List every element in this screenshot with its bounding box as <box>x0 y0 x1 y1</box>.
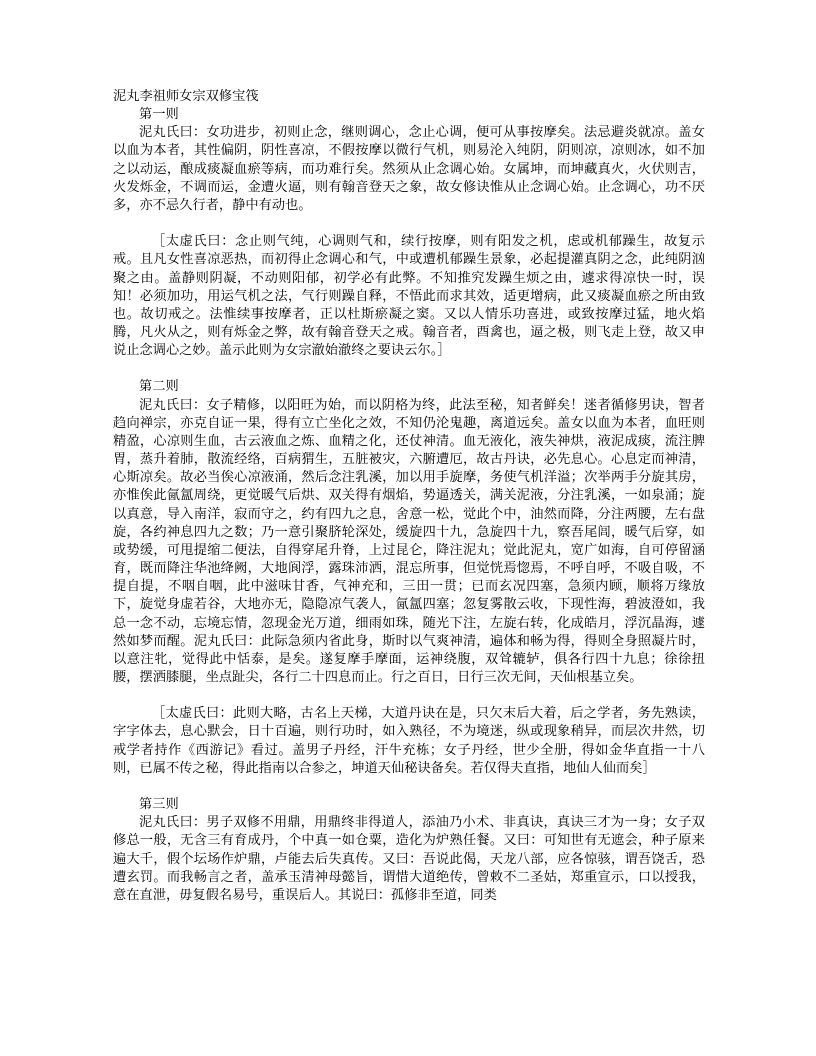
paragraph-2: 泥丸氏曰：女子精修，以阳旺为始，而以阴格为终，此法至秘，知者鲜矣！迷者循修男诀，智者趋向禅宗，亦克自证一果，得有立亡坐化之效，不知仍沦鬼趣，离道远矣。盖女以血为本者，血旺则精盈，心凉则生血，古云液血之炼、血精之化，还仗神清。血无液化，液失神烘，液泥成痰，流注脾胃，蒸升着肺，散流经络，百病猬生，五脏被灾，六腑遭厄，故古丹诀，必先息心。心息定而神清，心斯凉矣。故必当俟心凉液涌，然后念注乳溪，加以用手旋摩，务使气机洋溢；次举两手分旋其房，亦惟俟此氤氲周绕，更觉暖气后烘、双关得有烟焰，势逼透关，满关泥液，分注乳溪，一如泉涌；旋以真意，导入南洋，寂而守之，约有四九之息，舍意一松，觉此个中，油然而降，分注两腰，左右盘旋，各约神息四九之数；乃一意引聚脐轮深处，缓旋四十九，急旋四十九，察吾尾闾，暖气后穿，如或势缓，可甩提缩二便法，自得穿尾升脊，上过昆仑，降注泥丸；觉此泥丸，宽广如海，自可停留涵育，既而降注华池绛阙，大地阆浮，露珠沛洒，混忘所事，但觉恍焉惚焉，不呼自呼，不吸自吸，不提自提，不咽自咽，此中滋味甘香，气神充和，三田一贯；已而玄况四塞，急须内顾，顺将万缘放下，旋觉身虚若谷，大地亦无，隐隐凉气袭人，氤氲四塞；忽复雾散云收，下现性海，碧波澄如，我总一念不动，忘境忘情，忽现金光万道，细雨如珠，随光下注，左旋右转，化成皓月，浮沉晶海，遽然如梦而醒。泥丸氏曰：此际急须内省此身，斯时以气爽神清，遍体和畅为得，得则全身照凝片时，以意注牝，觉得此中恬泰，是矣。遂复摩手摩面，运神绕腹，双耸辘轳，俱各行四十九息；徐徐扭腰，摆洒膝腿，坐点趾尖，各行二十四息而止。行之百日，日行三次无间，天仙根基立矣。 <box>113 397 705 685</box>
commentary-paragraph-2: ［太虚氏曰：此则大略，古名上天梯，大道丹诀在是，只欠末后大着，后之学者，务先熟读，字字体去，息心默会，日十百遍，则行功时，如入熟径，不为境迷，纵或现象稍异，而层次井然，切戒学者持作《西游记》看过。盖男子丹经，汗牛充栋；女子丹经，世少全册，得如金华直指一十八则，已属不传之秘，得此指南以合参之，坤道天仙秘诀备矣。若仅得夫直指，地仙人仙而矣］ <box>113 706 705 776</box>
paragraph-gap-2 <box>113 360 705 378</box>
paragraph-1: 泥丸氏曰：女功进步，初则止念，继则调心，念止心调，便可从事按摩矣。法忌避炎就凉。盖女以血为本者，其性偏阴，阴性喜凉，不假按摩以微行气机，则易沦入纯阴，阴则凉，凉则冰，如不加之以动运，酿成痰凝血瘀等病，而功难行矣。然须从止念调心始。女属坤，而坤藏真火，火伏则吉，火发烁金，不调而运，金遭火逼，则有翰音登天之象，故女修诀惟从止念调心始。止念调心，功不厌多，亦不忌久行者，静中有动也。 <box>113 125 705 213</box>
paragraph-gap-1 <box>113 215 705 233</box>
document-body <box>113 88 705 905</box>
section-heading-2: 第二则 <box>139 379 179 395</box>
paragraph-3: 泥丸氏曰：男子双修不用鼎，用鼎终非得道人，添油乃小术、非真诀，真诀三才为一身；女子双修总一般，无含三有育成丹，个中真一如仓粟，造化为炉熟任餐。又曰：可知世有无遮会，种子原来遍大千，假个坛场作炉鼎，卢能去后失真传。又曰：吾说此偈，天龙八部，应各惊骇，谓吾饶舌，恐遭玄罚。而我畅言之者，盖承玉清神母懿旨，谓惜大道绝传，曾敕不二圣姑，郑重宣示，口以授我，意在直泄，毋复假名易号，重误后人。其说曰：孤修非至道，同类 <box>113 815 705 903</box>
commentary-paragraph-1: ［太虚氏曰：念止则气纯，心调则气和，续行按摩，则有阳发之机，虑或机郁躁生，故复示戒。且凡女性喜凉恶热，而初得止念调心和气，中或遭机郁躁生景象，必起提灌真阴之念，此纯阴汹聚之由。盖静则阴凝，不动则阳郁，初学必有此弊。不知推究发躁生烦之由，遽求得凉快一时，误知！必须加功，用运气机之法，气行则躁自释，不悟此而求其效，适更增病，此又痰凝血瘀之所由致也。故切戒之。法惟续事按摩者，正以杜斯瘀凝之窦。又以人情乐功喜进，或致按摩过猛，地火焰腾，凡火从之，则有烁金之弊，故有翰音登天之戒。翰音者，酉禽也，逼之极，则飞走上登，故又申说止念调心之妙。盖示此则为女宗澈始澈终之要诀云尔。］ <box>113 234 705 359</box>
paragraph-gap-4 <box>113 778 705 796</box>
paragraph-gap-3 <box>113 687 705 705</box>
document-title: 泥丸李祖师女宗双修宝筏 <box>113 89 259 104</box>
section-heading-3: 第三则 <box>139 797 179 813</box>
section-heading-1: 第一则 <box>139 107 179 123</box>
